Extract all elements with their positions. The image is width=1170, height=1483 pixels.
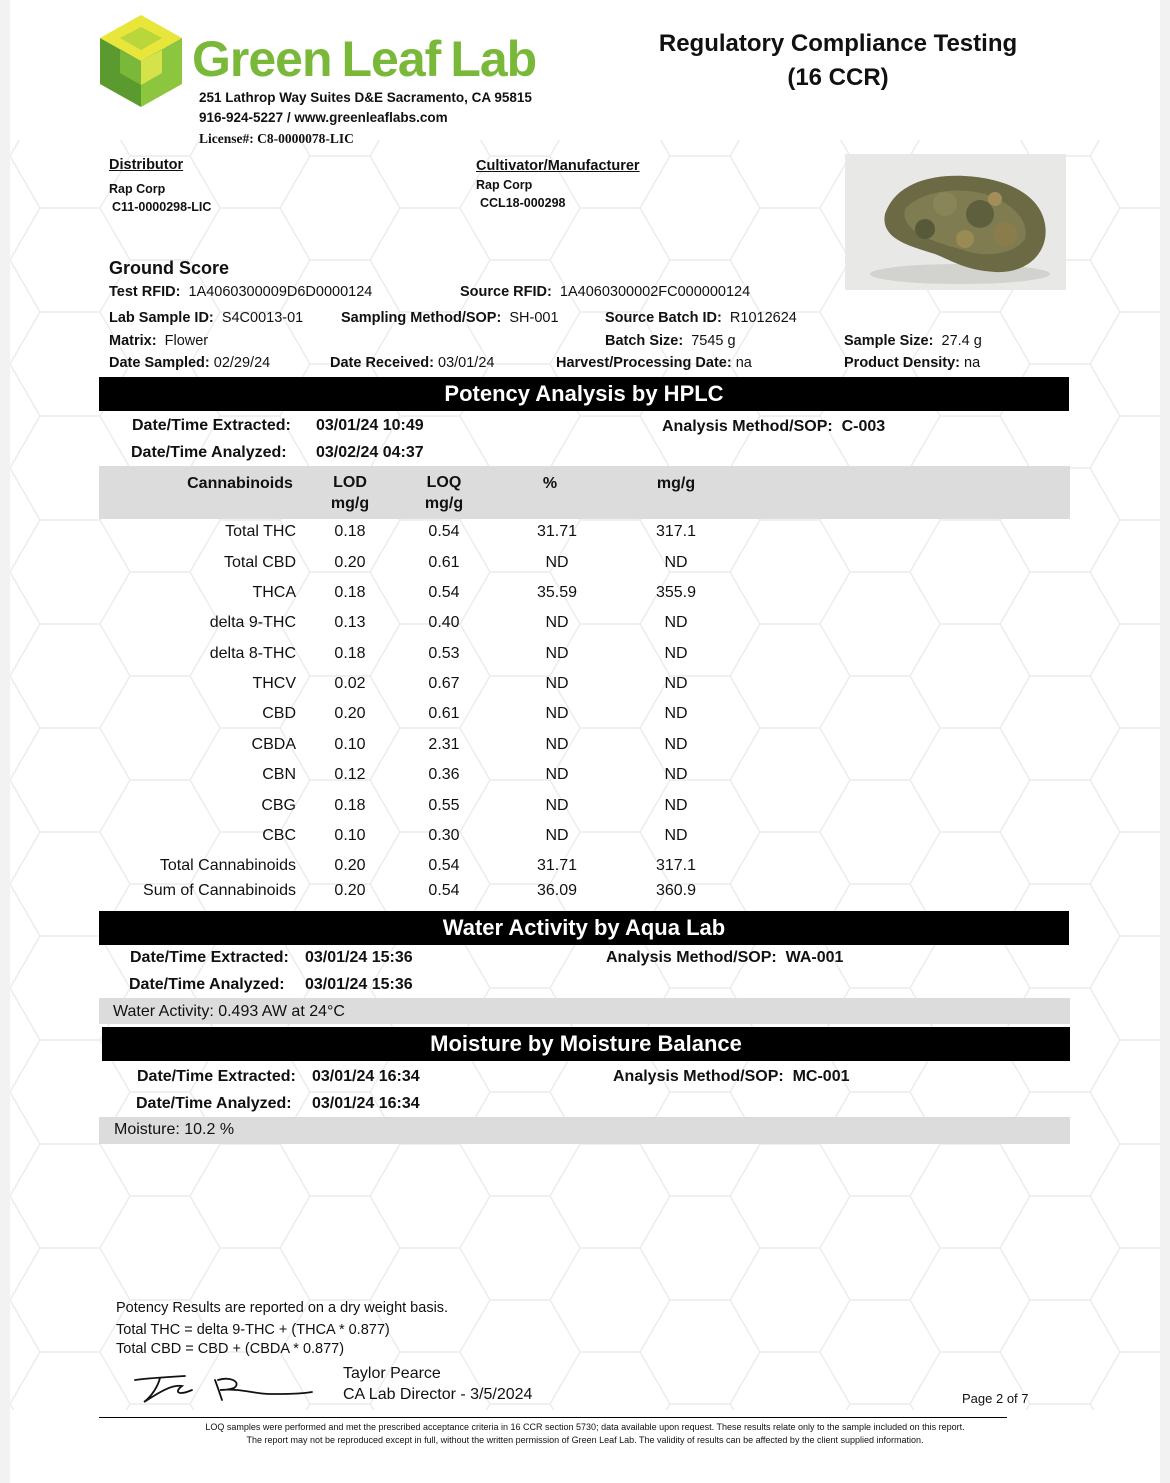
- director-title: CA Lab Director - 3/5/2024: [343, 1386, 533, 1403]
- harvest-date: Harvest/Processing Date: na: [556, 355, 752, 371]
- potency-extracted-label: Date/Time Extracted:: [132, 417, 291, 434]
- percent-value: ND: [545, 766, 569, 783]
- col-header-loq: LOQ mg/g: [424, 474, 464, 512]
- water-extracted-label: Date/Time Extracted:: [130, 949, 289, 966]
- lod-value: 0.20: [334, 882, 366, 899]
- loq-value: 0.40: [428, 614, 460, 631]
- total-cbd-formula: Total CBD = CBD + (CBDA * 0.877): [116, 1341, 345, 1357]
- batch-size: Batch Size: 7545 g: [605, 333, 736, 349]
- lod-value: 0.18: [334, 523, 366, 540]
- moisture-result: Moisture: 10.2 %: [114, 1121, 235, 1138]
- percent-value: ND: [545, 554, 569, 571]
- moisture-analyzed-value: 03/01/24 16:34: [312, 1095, 420, 1112]
- mgg-value: 317.1: [655, 857, 697, 874]
- moisture-method: Analysis Method/SOP: MC-001: [613, 1068, 850, 1085]
- mgg-value: ND: [664, 736, 688, 753]
- loq-value: 0.61: [428, 554, 460, 571]
- cannabinoid-name: CBG: [261, 797, 296, 814]
- page-number: Page 2 of 7: [962, 1391, 1029, 1406]
- lod-value: 0.18: [334, 797, 366, 814]
- source-rfid: Source RFID: 1A4060300002FC000000124: [460, 284, 751, 300]
- lab-address: 251 Lathrop Way Suites D&E Sacramento, CA 95815: [199, 90, 532, 105]
- matrix: Matrix: Flower: [109, 333, 209, 349]
- water-analyzed-value: 03/01/24 15:36: [305, 976, 413, 993]
- director-signature: [130, 1372, 315, 1408]
- percent-value: 31.71: [536, 523, 578, 540]
- loq-value: 0.61: [428, 705, 460, 722]
- potency-analyzed-value: 03/02/24 04:37: [316, 444, 424, 461]
- distributor-heading: Distributor: [109, 157, 184, 173]
- cultivator-license: CCL18-000298: [480, 196, 566, 210]
- lod-value: 0.20: [334, 857, 366, 874]
- report-page: [10, 0, 1160, 1483]
- cannabinoid-name: delta 9-THC: [209, 614, 296, 631]
- potency-analyzed-label: Date/Time Analyzed:: [131, 444, 287, 461]
- loq-value: 0.55: [428, 797, 460, 814]
- water-method: Analysis Method/SOP: WA-001: [606, 949, 844, 966]
- moisture-result-bg: [99, 1117, 1070, 1144]
- moisture-extracted-value: 03/01/24 16:34: [312, 1068, 420, 1085]
- mgg-value: ND: [664, 705, 688, 722]
- mgg-value: 317.1: [655, 523, 697, 540]
- mgg-value: ND: [664, 766, 688, 783]
- logo-word-green: Green: [192, 31, 332, 87]
- col-header-lod: LOD mg/g: [330, 474, 370, 512]
- lab-contact: 916-924-5227 / www.greenleaflabs.com: [199, 110, 448, 125]
- logo-word-leaf: Leaf: [341, 31, 441, 87]
- mgg-value: ND: [664, 675, 688, 692]
- sampling-method: Sampling Method/SOP: SH-001: [341, 310, 559, 326]
- lod-value: 0.12: [334, 766, 366, 783]
- lab-name-logo: [192, 30, 536, 88]
- disclaimer-line1: LOQ samples were performed and met the prescribed acceptance criteria in 16 CCR section 5730; data available upon request. These results relate only to the sample included on this report.: [205, 1422, 965, 1432]
- test-rfid: Test RFID: 1A4060300009D6D0000124: [109, 284, 373, 300]
- cannabinoid-name: Sum of Cannabinoids: [143, 882, 296, 899]
- report-title: [628, 27, 1048, 95]
- col-header-percent: %: [542, 475, 558, 492]
- lod-value: 0.10: [334, 827, 366, 844]
- lod-value: 0.18: [334, 645, 366, 662]
- distributor-name: Rap Corp: [109, 182, 166, 196]
- sample-name: Ground Score: [109, 258, 230, 278]
- percent-value: ND: [545, 797, 569, 814]
- cannabinoid-name: CBN: [262, 766, 296, 783]
- moisture-analyzed-label: Date/Time Analyzed:: [136, 1095, 292, 1112]
- report-title-line2: (16 CCR): [787, 64, 889, 91]
- loq-value: 0.67: [428, 675, 460, 692]
- col-header-cannabinoids: Cannabinoids: [187, 475, 293, 492]
- loq-value: 0.54: [428, 882, 460, 899]
- loq-value: 0.54: [428, 584, 460, 601]
- lod-value: 0.13: [334, 614, 366, 631]
- footer-divider: [99, 1417, 1007, 1418]
- logo-word-lab: Lab: [450, 31, 537, 87]
- percent-value: ND: [545, 827, 569, 844]
- report-title-line1: Regulatory Compliance Testing: [658, 30, 1018, 57]
- cannabinoid-name: Total CBD: [223, 554, 296, 571]
- loq-value: 2.31: [428, 736, 460, 753]
- water-analyzed-label: Date/Time Analyzed:: [129, 976, 285, 993]
- water-activity-section-header: Water Activity by Aqua Lab: [99, 911, 1069, 945]
- col-header-mgg: mg/g: [656, 475, 696, 492]
- mgg-value: 360.9: [655, 882, 697, 899]
- water-extracted-value: 03/01/24 15:36: [305, 949, 413, 966]
- cannabinoid-name: THCV: [252, 675, 296, 692]
- percent-value: ND: [545, 614, 569, 631]
- date-received: Date Received: 03/01/24: [330, 355, 495, 371]
- percent-value: 31.71: [536, 857, 578, 874]
- percent-value: 36.09: [536, 882, 578, 899]
- mgg-value: ND: [664, 645, 688, 662]
- lod-value: 0.18: [334, 584, 366, 601]
- cannabinoid-name: THCA: [252, 584, 296, 601]
- lab-sample-id: Lab Sample ID: S4C0013-01: [109, 310, 304, 326]
- loq-value: 0.53: [428, 645, 460, 662]
- sample-flower-photo: [845, 154, 1066, 290]
- source-batch-id: Source Batch ID: R1012624: [605, 310, 797, 326]
- cultivator-heading: Cultivator/Manufacturer: [476, 158, 640, 174]
- total-thc-formula: Total THC = delta 9-THC + (THCA * 0.877): [116, 1322, 390, 1338]
- loq-value: 0.36: [428, 766, 460, 783]
- product-density: Product Density: na: [844, 355, 981, 371]
- moisture-extracted-label: Date/Time Extracted:: [137, 1068, 296, 1085]
- percent-value: ND: [545, 736, 569, 753]
- potency-extracted-value: 03/01/24 10:49: [316, 417, 424, 434]
- dry-weight-note: Potency Results are reported on a dry weight basis.: [116, 1300, 449, 1316]
- potency-section-header: Potency Analysis by HPLC: [99, 377, 1069, 411]
- percent-value: ND: [545, 705, 569, 722]
- cultivator-name: Rap Corp: [476, 178, 533, 192]
- moisture-section-header: Moisture by Moisture Balance: [102, 1027, 1070, 1061]
- loq-value: 0.54: [428, 857, 460, 874]
- lod-value: 0.20: [334, 705, 366, 722]
- percent-value: ND: [545, 675, 569, 692]
- mgg-value: 355.9: [655, 584, 697, 601]
- percent-value: 35.59: [536, 584, 578, 601]
- mgg-value: ND: [664, 797, 688, 814]
- lod-value: 0.10: [334, 736, 366, 753]
- lod-value: 0.02: [334, 675, 366, 692]
- cannabinoid-name: delta 8-THC: [209, 645, 296, 662]
- director-name: Taylor Pearce: [343, 1365, 441, 1382]
- potency-method: Analysis Method/SOP: C-003: [662, 418, 886, 435]
- cannabinoid-name: CBDA: [251, 736, 296, 753]
- cannabinoid-name: Total Cannabinoids: [159, 857, 296, 874]
- distributor-license: C11-0000298-LIC: [112, 200, 212, 214]
- cannabinoid-name: CBD: [262, 705, 296, 722]
- mgg-value: ND: [664, 614, 688, 631]
- sample-size: Sample Size: 27.4 g: [844, 333, 982, 349]
- cannabinoid-name: Total THC: [225, 523, 296, 540]
- mgg-value: ND: [664, 554, 688, 571]
- lod-value: 0.20: [334, 554, 366, 571]
- loq-value: 0.54: [428, 523, 460, 540]
- disclaimer-line2: The report may not be reproduced except in full, without the written permission of Green Leaf Lab. The validity of results can be affected by the client supplied information.: [246, 1435, 924, 1445]
- mgg-value: ND: [664, 827, 688, 844]
- cannabinoid-name: CBC: [262, 827, 296, 844]
- water-activity-result: Water Activity: 0.493 AW at 24°C: [113, 1003, 345, 1020]
- lab-license: License#: C8-0000078-LIC: [199, 131, 354, 146]
- date-sampled: Date Sampled: 02/29/24: [109, 355, 271, 371]
- percent-value: ND: [545, 645, 569, 662]
- loq-value: 0.30: [428, 827, 460, 844]
- green-leaf-lab-logo-icon: [100, 15, 182, 107]
